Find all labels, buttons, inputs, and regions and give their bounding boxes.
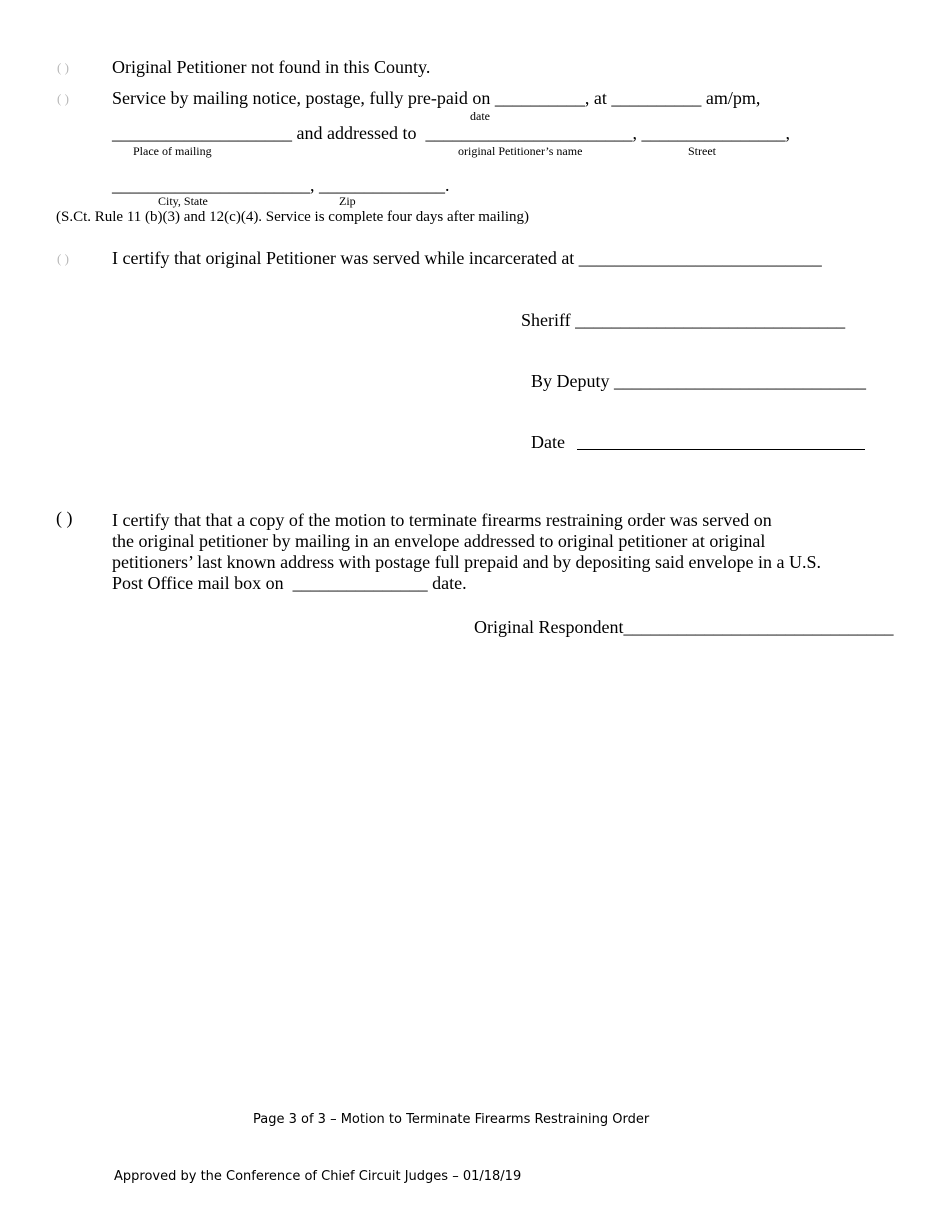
caption-petitioner-name: original Petitioner’s name: [458, 144, 583, 158]
not-found-text: Original Petitioner not found in this County.: [112, 57, 431, 77]
deputy-signature-line: By Deputy ____________________________: [531, 371, 866, 391]
sheriff-signature-line: Sheriff ______________________________: [521, 310, 846, 330]
date-signature-line: [577, 449, 865, 450]
checkbox-not-found[interactable]: ( ): [57, 60, 69, 75]
certify-line-3: petitioners’ last known address with postage full prepaid and by depositing said envelope in a U.S.: [112, 552, 822, 572]
checkbox-mailing[interactable]: ( ): [57, 91, 69, 106]
certify-line-1: I certify that that a copy of the motion to terminate firearms restraining order was served on: [112, 510, 772, 530]
caption-place-of-mailing: Place of mailing: [133, 144, 212, 158]
rule-note: (S.Ct. Rule 11 (b)(3) and 12(c)(4). Service is complete four days after mailing): [56, 209, 530, 225]
page-footer: Page 3 of 3 – Motion to Terminate Firearms Restraining Order: [253, 1112, 650, 1127]
checkbox-certify-copy[interactable]: ( ): [56, 508, 73, 528]
caption-street: Street: [688, 144, 716, 158]
approval-footer: Approved by the Conference of Chief Circuit Judges – 01/18/19: [114, 1169, 522, 1184]
respondent-signature-line: Original Respondent______________________________: [474, 617, 894, 637]
mailing-line-2: ____________________ and addressed to _______________________, ________________,: [112, 123, 790, 143]
caption-zip: Zip: [339, 194, 356, 208]
certify-line-4: Post Office mail box on _______________ date.: [112, 573, 467, 593]
mailing-line-3: ______________________, ______________.: [112, 175, 450, 195]
caption-date: date: [470, 109, 490, 123]
caption-city-state: City, State: [158, 194, 208, 208]
date-label: Date: [531, 432, 565, 452]
checkbox-incarcerated[interactable]: ( ): [57, 251, 69, 266]
mailing-line-1: Service by mailing notice, postage, fully pre-paid on __________, at __________ am/pm,: [112, 88, 761, 108]
incarcerated-text: I certify that original Petitioner was served while incarcerated at ___________________________: [112, 248, 822, 268]
certify-line-2: the original petitioner by mailing in an envelope addressed to original petitioner at original: [112, 531, 766, 551]
